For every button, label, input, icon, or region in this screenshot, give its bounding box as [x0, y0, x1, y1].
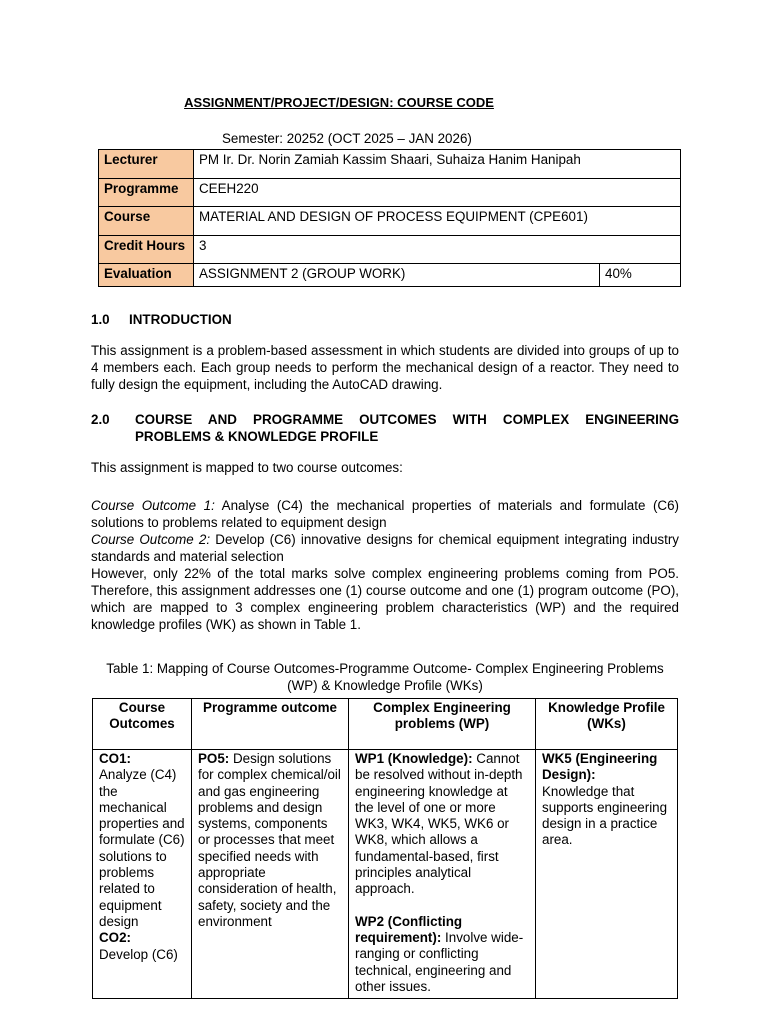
- table-1-caption: Table 1: Mapping of Course Outcomes-Programme Outcome- Complex Engineering Problems (WP) & Knowledge Profile (WKs): [106, 661, 664, 693]
- programme-value: CEEH220: [194, 179, 681, 207]
- wp1-text: Cannot be resolved without in-depth engineering knowledge at the level of one or more WK3, WK4, WK5, WK6 or WK8, which allows a fundamental-based, first principles analytical approach.: [355, 751, 523, 897]
- wp1-block: [355, 751, 529, 898]
- document-title: ASSIGNMENT/PROJECT/DESIGN: COURSE CODE: [184, 95, 494, 110]
- outcomes-intro: This assignment is mapped to two course outcomes:: [91, 460, 403, 475]
- co2-label: Course Outcome 2:: [91, 532, 211, 547]
- po5-label: PO5:: [198, 751, 230, 766]
- mapping-table: [92, 698, 678, 999]
- section-1-heading: [91, 312, 232, 327]
- co1-cell-text: Analyze (C4) the mechanical properties and formulate (C6) solutions to problems related to equipment design: [99, 767, 185, 929]
- co1-cell-label: CO1:: [99, 751, 131, 766]
- introduction-paragraph: This assignment is a problem-based assessment in which students are divided into groups of up to 4 members each. Each group needs to perform the mechanical design of a reactor. They need to fully design the equipment, including the AutoCAD drawing.: [91, 343, 679, 392]
- po5-text: Design solutions for complex chemical/oil and gas engineering problems and design systems, components or processes that meet specified needs with appropriate consideration of health, safety, society and the environment: [198, 751, 341, 929]
- section-2-title: COURSE AND PROGRAMME OUTCOMES WITH COMPLEX ENGINEERING PROBLEMS & KNOWLEDGE PROFILE: [135, 412, 679, 444]
- credit-hours-value: 3: [194, 236, 681, 264]
- course-outcome-1: [91, 497, 679, 531]
- wp1-label: WP1 (Knowledge):: [355, 751, 473, 766]
- programme-label: Programme: [99, 179, 194, 207]
- wp2-text: Involve wide-ranging or conflicting technical, engineering and other issues.: [355, 929, 524, 994]
- header-course-outcomes: Course Outcomes: [93, 699, 192, 750]
- course-value: MATERIAL AND DESIGN OF PROCESS EQUIPMENT (CPE601): [194, 207, 681, 236]
- course-outcomes-block: [91, 497, 679, 633]
- course-info-table: [98, 149, 681, 287]
- co2-cell-label: CO2:: [99, 930, 131, 946]
- lecturer-value: PM Ir. Dr. Norin Zamiah Kassim Shaari, Suhaiza Hanim Hanipah: [194, 150, 681, 179]
- evaluation-value: ASSIGNMENT 2 (GROUP WORK): [194, 264, 600, 287]
- header-programme-outcome: Programme outcome: [192, 699, 349, 750]
- cell-programme-outcome: [192, 750, 349, 999]
- co1-label: Course Outcome 1:: [91, 498, 215, 513]
- course-outcome-2: [91, 531, 679, 565]
- cell-knowledge-profile: [536, 750, 678, 999]
- section-1-number: 1.0: [91, 312, 110, 327]
- lecturer-label: Lecturer: [99, 150, 194, 179]
- section-2-number: 2.0: [91, 412, 110, 427]
- section-1-title: INTRODUCTION: [129, 312, 232, 327]
- co2-text: Develop (C6) innovative designs for chemical equipment integrating industry standards and material selection: [91, 532, 679, 564]
- credit-hours-label: Credit Hours: [99, 236, 194, 264]
- header-complex-problems: Complex Engineering problems (WP): [349, 699, 536, 750]
- wk5-label: WK5 (Engineering Design):: [542, 751, 658, 783]
- cell-course-outcomes: [93, 750, 192, 999]
- wp2-block: [355, 914, 529, 995]
- section-2-heading: [91, 411, 679, 445]
- wk5-text: Knowledge that supports engineering design in a practice area.: [542, 783, 668, 848]
- semester-line: Semester: 20252 (OCT 2025 – JAN 2026): [222, 131, 472, 146]
- header-knowledge-profile: Knowledge Profile (WKs): [536, 699, 678, 750]
- evaluation-label: Evaluation: [99, 264, 194, 287]
- wp2-label: WP2 (Conflicting requirement):: [355, 913, 463, 945]
- co1-text: Analyse (C4) the mechanical properties of materials and formulate (C6) solutions to problems related to equipment design: [91, 498, 680, 530]
- evaluation-weight: 40%: [600, 264, 681, 287]
- course-label: Course: [99, 207, 194, 236]
- cell-complex-problems: [349, 750, 536, 999]
- outcomes-summary: However, only 22% of the total marks solve complex engineering problems coming from PO5. Therefore, this assignment addresses one (1) course outcome and one (1) program outcome (PO), which are mapped to 3 complex engineering problem characteristics (WP) and the required knowledge profiles (WK) as shown in Table 1.: [91, 566, 679, 632]
- co2-cell-text: Develop (C6): [99, 946, 178, 962]
